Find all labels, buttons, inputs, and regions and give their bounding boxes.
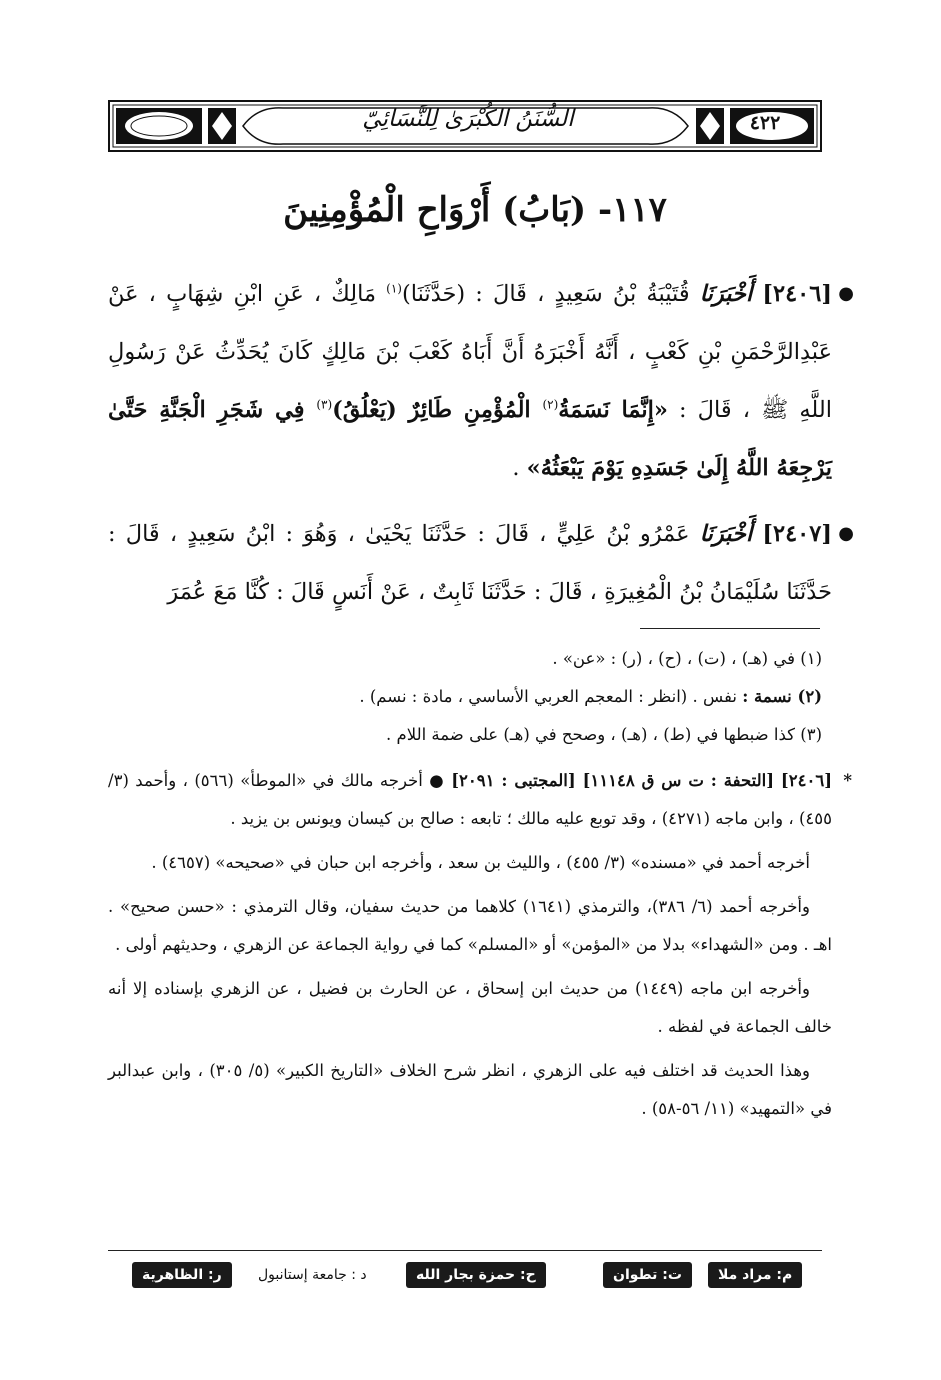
footer-separator <box>108 1250 822 1251</box>
asterisk-icon: * <box>843 771 852 790</box>
footnote-3: (٣) كذا ضبطها في (ط) ، (هـ) ، وصحح في (هـ) على ضمة اللام . <box>386 725 822 744</box>
bullet-icon: ● <box>838 523 854 544</box>
hadith-2406 <box>108 265 854 497</box>
footnote-marker: (٣) <box>316 397 333 412</box>
siglum-r: ر: الظاهرية <box>132 1262 232 1288</box>
period: . <box>512 455 527 481</box>
footnotes <box>108 640 822 754</box>
page-number: ٤٢٢ <box>749 112 781 134</box>
matn-text: «إِنَّمَا نَسَمَةُ <box>558 397 668 423</box>
hadith-number: [٢٤٠٧] <box>762 521 833 547</box>
siglum-t: ت: تطوان <box>603 1262 692 1288</box>
isnad-text: قُتَيْبَةُ بْنُ سَعِيدٍ ، قَالَ : (حَدَّثَنَا) <box>401 281 700 307</box>
akhbarana-word: أَخْبَرَنَا <box>699 281 753 307</box>
isnad-text: عَمْرُو بْنُ عَلِيٍّ ، قَالَ : حَدَّثَنَا يَحْيَىٰ ، وَهُوَ : ابْنُ سَعِيدٍ ، قَالَ : حَدَّثَنَا سُلَيْمَانُ بْنُ الْمُغِيرَةِ ، قَالَ : حَدَّثَنَا ثَابِتٌ ، عَنْ أَنَسٍ قَالَ : كُنَّا مَعَ عُمَرَ <box>108 521 832 605</box>
main-text <box>108 265 854 621</box>
siglum-m: م: مراد ملا <box>708 1262 802 1288</box>
akhbarana-word: أَخْبَرَنَا <box>699 521 753 547</box>
takhrij-paragraph: وهذا الحديث قد اختلف فيه على الزهري ، انظر شرح الخلاف «التاريخ الكبير» (٥/ ٣٠٥) ، وابن عبدالبر في «التمهيد» (١١/ ٥٦-٥٨) . <box>108 1061 832 1118</box>
footnote-term: (٢) نسمة : <box>742 687 822 706</box>
footnote-1: (١) في (هـ) ، (ت) ، (ح) ، (ر) : «عن» . <box>552 649 822 668</box>
footnote-marker: (٢) <box>542 397 559 412</box>
matn-text: فِي شَجَرِ الْجَنَّةِ حَتَّىٰ يَرْجِعَهُ اللَّهُ إِلَىٰ جَسَدِهِ يَوْمَ يَبْعَثُهُ» <box>108 397 832 481</box>
footnote-marker: (١) <box>386 281 402 296</box>
footnote-text: نفس . (انظر : المعجم العربي الأساسي ، مادة : نسم) . <box>359 687 743 706</box>
takhrij-text: ● أخرجه مالك في «الموطأ» (٥٦٦) ، وأحمد (٣/ ٤٥٥) ، وابن ماجه (٤٢٧١) ، وقد توبع عليه مالك ؛ تابعه : صالح بن كيسان ويونس بن يزيد . <box>108 771 832 828</box>
running-title: السُّنَنُ الكُبْرَىٰ لِلنَّسَائِيّ <box>362 106 574 132</box>
bullet-icon: ● <box>838 283 854 304</box>
takhrij-paragraph: وأخرجه ابن ماجه (١٤٤٩) من حديث ابن إسحاق ، عن الحارث بن فضيل ، عن الزهري بإسناده إلا أنه خالف الجماعة في لفظه . <box>108 979 832 1036</box>
running-header <box>108 100 822 152</box>
hadith-number: [٢٤٠٦] <box>762 281 833 307</box>
hadith-2407 <box>108 505 854 621</box>
takhrij-paragraph: أخرجه أحمد في «مسنده» (٣/ ٤٥٥) ، والليث بن سعد ، وأخرجه ابن حبان في «صحيحه» (٤٦٥٧) . <box>151 853 810 872</box>
takhrij-reference: [٢٤٠٦] [التحفة : ت س ق ١١١٤٨] [المجتبى : ٢٠٩١] <box>451 771 832 790</box>
siglum-d: د : جامعة إستانبول <box>258 1267 367 1283</box>
siglum-h: ح: حمزة بجار الله <box>406 1262 546 1288</box>
takhrij-paragraph <box>108 762 852 838</box>
matn-text: الْمُؤْمِنِ طَائِرٌ (يَعْلُقُ) <box>332 397 543 423</box>
footnote-2 <box>108 678 822 716</box>
takhrij-notes <box>108 762 852 1128</box>
footnote-separator <box>640 628 820 629</box>
takhrij-paragraph: وأخرجه أحمد (٦/ ٣٨٦)، والترمذي (١٦٤١) كلاهما من حديث سفيان، وقال الترمذي : «حسن صحيح» . اهـ . ومن «الشهداء» بدلا من «المؤمن» أو «المسلم» كما في رواية الجماعة عن الزهري ، وحديثهم أولى . <box>108 897 832 954</box>
chapter-title: ١١٧- (بَابُ) أَرْوَاحِ الْمُؤْمِنِينَ <box>283 190 667 230</box>
isnad-text: مَالِكٌ ، عَنِ ابْنِ شِهَابٍ ، عَنْ عَبْدِالرَّحْمَنِ بْنِ كَعْبٍ ، أَنَّهُ أَخْبَرَهُ أَنَّ أَبَاهُ كَعْبَ بْنَ مَالِكٍ كَانَ يُحَدِّثُ عَنْ رَسُولِ اللَّهِ ﷺ ، قَالَ : <box>108 281 832 423</box>
